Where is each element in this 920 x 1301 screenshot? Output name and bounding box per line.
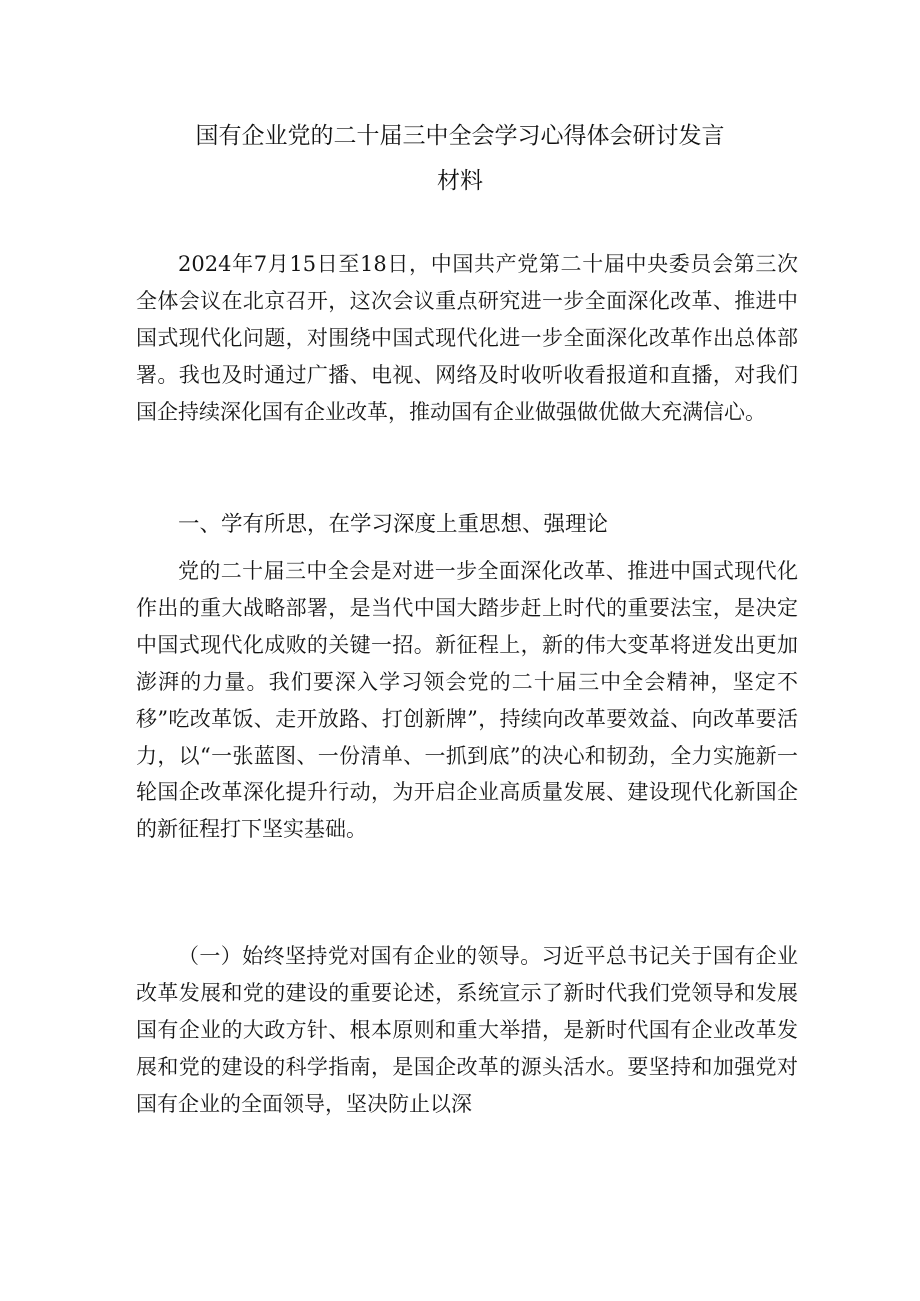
- subsection-1-paragraph: （一）始终坚持党对国有企业的领导。习近平总书记关于国有企业改革发展和党的建设的重要论述，系统宣示了新时代我们党领导和发展国有企业的大政方针、根本原则和重大举措，是新时代国有企业改革发展和党的建设的科学指南，是国企改革的源头活水。要坚持和加强党对国有企业的全面领导，坚决防止以深: [136, 944, 798, 1116]
- section-1-heading: 一、学有所思，在学习深度上重思想、强理论: [178, 512, 609, 537]
- document-title-line-1: 国有企业党的二十届三中全会学习心得体会研讨发言: [195, 123, 725, 149]
- document-title-line-2: 材料: [437, 168, 483, 194]
- intro-paragraph: 2024年7月15日至18日，中国共产党第二十届中央委员会第三次全体会议在北京召开，这次会议重点研究进一步全面深化改革、推进中国式现代化问题，对围绕中国式现代化进一步全面深化改革作出总体部署。我也及时通过广播、电视、网络及时收听收看报道和直播，对我们国企持续深化国有企业改革，推动国有企业做强做优做大充满信心。: [136, 252, 798, 424]
- section-1-paragraph: 党的二十届三中全会是对进一步全面深化改革、推进中国式现代化作出的重大战略部署，是当代中国大踏步赶上时代的重要法宝，是决定中国式现代化成败的关键一招。新征程上，新的伟大变革将迸发出更加澎湃的力量。我们要深入学习领会党的二十届三中全会精神，坚定不移”吃改革饭、走开放路、打创新牌”，持续向改革要效益、向改革要活力，以“一张蓝图、一份清单、一抓到底”的决心和韧劲，全力实施新一轮国企改革深化提升行动，为开启企业高质量发展、建设现代化新国企的新征程打下坚实基础。: [136, 559, 798, 842]
